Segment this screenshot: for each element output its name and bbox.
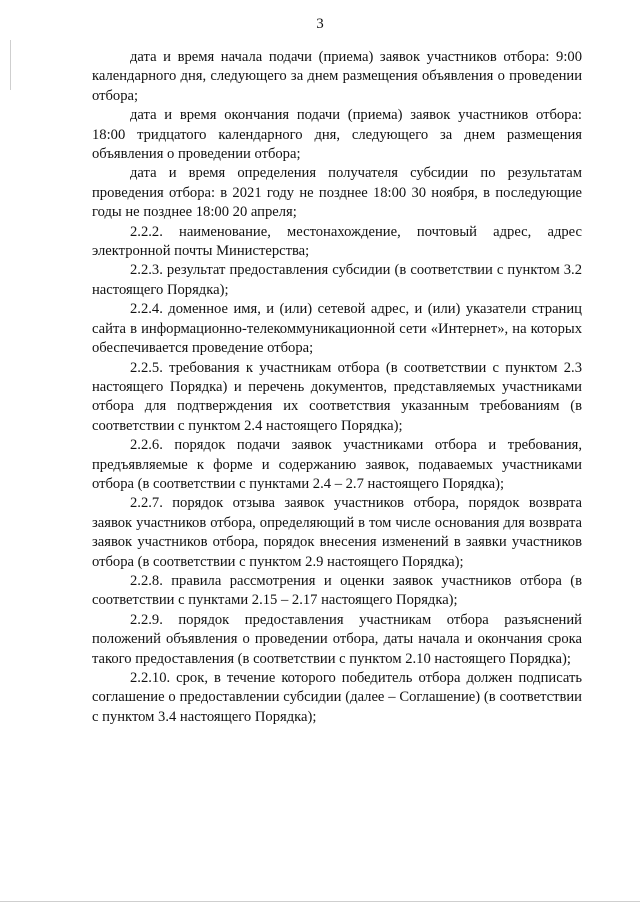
paragraph-2-2-4: 2.2.4. доменное имя, и (или) сетевой адрес, и (или) указатели страниц сайта в информационно-телекоммуникационной сети «Интернет», на которых обеспечивается проведение отбора; <box>92 301 582 357</box>
paragraph-2-2-7: 2.2.7. порядок отзыва заявок участников отбора, порядок возврата заявок участников отбора, определяющий в том числе основания для возврата заявок участников отбора, порядок внесения изменений в заявки участников отбора (в соответствии с пунктом 2.9 настоящего Порядка); <box>92 495 582 570</box>
paragraph-2-2-2: 2.2.2. наименование, местонахождение, почтовый адрес, адрес электронной почты Министерства; <box>92 223 582 260</box>
paragraph-determination-date: дата и время определения получателя субсидии по результатам проведения отбора: в 2021 году не позднее 18:00 30 ноября, в последующие годы не позднее 18:00 20 апреля; <box>92 165 582 221</box>
paragraph-2-2-8: 2.2.8. правила рассмотрения и оценки заявок участников отбора (в соответствии с пунктами 2.15 – 2.17 настоящего Порядка); <box>92 572 582 609</box>
paragraph-2-2-10: 2.2.10. срок, в течение которого победитель отбора должен подписать соглашение о предоставлении субсидии (далее – Соглашение) (в соответствии с пунктом 3.4 настоящего Порядка); <box>92 670 582 725</box>
paragraph-2-2-5: 2.2.5. требования к участникам отбора (в соответствии с пунктом 2.3 настоящего Порядка) и перечень документов, представляемых участниками отбора для подтверждения их соответствия указанным требованиям (в соответствии с пунктом 2.4 настоящего Порядка); <box>92 359 582 434</box>
document-body <box>92 48 582 727</box>
paragraph-2-2-3: 2.2.3. результат предоставления субсидии (в соответствии с пунктом 3.2 настоящего Порядка); <box>92 262 582 298</box>
scan-edge-mark-bottom <box>0 901 640 902</box>
paragraph-2-2-6: 2.2.6. порядок подачи заявок участниками отбора и требования, предъявляемые к форме и содержанию заявок, подаваемых участниками отбора (в соответствии с пунктами 2.4 – 2.7 настоящего Порядка); <box>92 437 582 492</box>
paragraph-end-date: дата и время окончания подачи (приема) заявок участников отбора: 18:00 тридцатого календарного дня, следующего за днем размещения объявления о проведении отбора; <box>92 107 582 163</box>
paragraph-2-2-9: 2.2.9. порядок предоставления участникам отбора разъяснений положений объявления о проведении отбора, даты начала и окончания срока такого предоставления (в соответствии с пунктом 2.10 настоящего Порядка); <box>92 611 582 667</box>
page-number: 3 <box>316 16 324 32</box>
paragraph-start-date: дата и время начала подачи (приема) заявок участников отбора: 9:00 календарного дня, следующего за днем размещения объявления о проведении отбора; <box>92 49 582 104</box>
scan-edge-mark-left <box>10 40 11 90</box>
